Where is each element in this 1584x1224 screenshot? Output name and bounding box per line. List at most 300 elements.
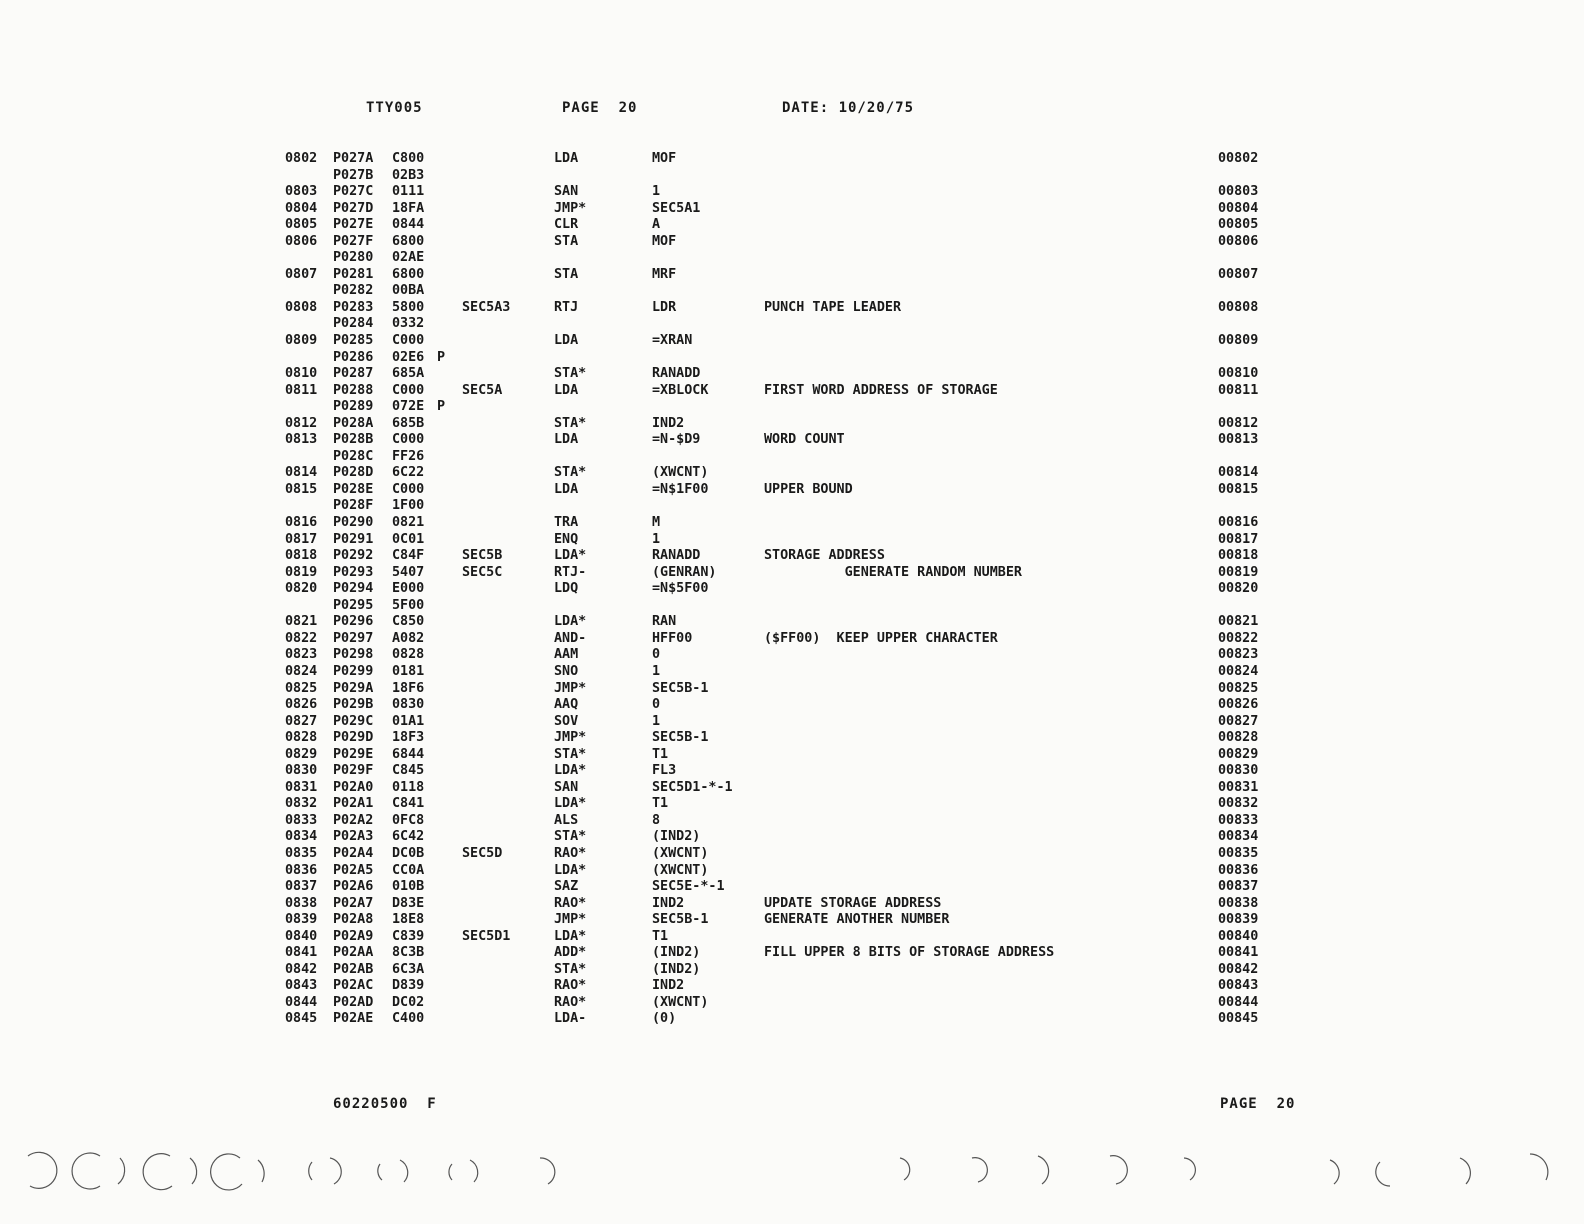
- line-number: 0827: [285, 713, 318, 729]
- operand: =N$1F00: [652, 481, 709, 497]
- operand: IND2: [652, 978, 685, 994]
- comment: FIRST WORD ADDRESS OF STORAGE: [764, 382, 998, 398]
- object-code: C400: [392, 1011, 425, 1027]
- footer-page-number: PAGE 20: [1220, 1096, 1296, 1112]
- address: P02AC: [333, 978, 374, 994]
- listing-row: [0, 316, 1584, 333]
- relocation-flag: P: [437, 399, 446, 415]
- listing-row: [0, 267, 1584, 284]
- listing-row: [0, 498, 1584, 515]
- opcode: STA*: [554, 829, 587, 845]
- sequence-number: 00829: [1218, 746, 1259, 762]
- listing-row: [0, 184, 1584, 201]
- listing-row: [0, 697, 1584, 714]
- line-number: 0831: [285, 779, 318, 795]
- line-number: 0805: [285, 217, 318, 233]
- listing-row: [0, 201, 1584, 218]
- comment: GENERATE ANOTHER NUMBER: [764, 912, 950, 928]
- line-number: 0825: [285, 680, 318, 696]
- address: P02A3: [333, 829, 374, 845]
- opcode: RAO*: [554, 994, 587, 1010]
- listing-row: [0, 763, 1584, 780]
- comment: UPDATE STORAGE ADDRESS: [764, 895, 942, 911]
- label: SEC5D1: [462, 928, 511, 944]
- operand: RANADD: [652, 366, 701, 382]
- line-number: 0818: [285, 548, 318, 564]
- operand: A: [652, 217, 661, 233]
- address: P02A4: [333, 845, 374, 861]
- line-number: 0817: [285, 531, 318, 547]
- line-number: 0839: [285, 912, 318, 928]
- sequence-number: 00802: [1218, 151, 1259, 166]
- comment: STORAGE ADDRESS: [764, 548, 885, 564]
- listing-row: [0, 482, 1584, 499]
- comment: UPPER BOUND: [764, 481, 853, 497]
- sequence-number: 00820: [1218, 581, 1259, 597]
- object-code: 0821: [392, 515, 425, 531]
- address: P02AD: [333, 994, 374, 1010]
- object-code: 6844: [392, 746, 425, 762]
- listing-row: [0, 432, 1584, 449]
- address: P0291: [333, 531, 374, 547]
- object-code: C84F: [392, 548, 425, 564]
- sequence-number: 00843: [1218, 978, 1259, 994]
- operand: SEC5A1: [652, 200, 701, 216]
- label: SEC5A: [462, 382, 503, 398]
- listing-row: [0, 879, 1584, 896]
- address: P029A: [333, 680, 374, 696]
- line-number: 0814: [285, 465, 318, 481]
- program-name: TTY005: [366, 100, 423, 116]
- operand: (IND2): [652, 945, 701, 961]
- object-code: 6C22: [392, 465, 425, 481]
- address: P02AB: [333, 961, 374, 977]
- sequence-number: 00818: [1218, 548, 1259, 564]
- listing-row: [0, 333, 1584, 350]
- address: P02A9: [333, 928, 374, 944]
- address: P02A1: [333, 796, 374, 812]
- sequence-number: 00844: [1218, 994, 1259, 1010]
- address: P02AE: [333, 1011, 374, 1027]
- address: P02A6: [333, 879, 374, 895]
- line-number: 0809: [285, 333, 318, 349]
- listing-row: [0, 598, 1584, 615]
- object-code: 00BA: [392, 283, 425, 299]
- operand: MRF: [652, 266, 677, 282]
- address: P0293: [333, 564, 374, 580]
- opcode: CLR: [554, 217, 579, 233]
- sequence-number: 00832: [1218, 796, 1259, 812]
- object-code: C839: [392, 928, 425, 944]
- sequence-number: 00806: [1218, 233, 1259, 249]
- object-code: 0181: [392, 663, 425, 679]
- listing-row: [0, 532, 1584, 549]
- opcode: LDA*: [554, 763, 587, 779]
- address: P029E: [333, 746, 374, 762]
- opcode: STA*: [554, 961, 587, 977]
- operand: (XWCNT): [652, 845, 709, 861]
- object-code: CC0A: [392, 862, 425, 878]
- listing-row: [0, 664, 1584, 681]
- operand: SEC5E-*-1: [652, 879, 725, 895]
- opcode: SNO: [554, 663, 579, 679]
- line-number: 0802: [285, 151, 318, 166]
- sequence-number: 00810: [1218, 366, 1259, 382]
- address: P0298: [333, 647, 374, 663]
- listing-row: [0, 300, 1584, 317]
- line-number: 0841: [285, 945, 318, 961]
- object-code: 18F3: [392, 730, 425, 746]
- listing-row: [0, 234, 1584, 251]
- sequence-number: 00831: [1218, 779, 1259, 795]
- label: SEC5B: [462, 548, 503, 564]
- operand: =XRAN: [652, 333, 693, 349]
- sequence-number: 00840: [1218, 928, 1259, 944]
- object-code: 0C01: [392, 531, 425, 547]
- operand: (XWCNT): [652, 862, 709, 878]
- opcode: ALS: [554, 812, 579, 828]
- line-number: 0822: [285, 630, 318, 646]
- operand: 1: [652, 531, 661, 547]
- listing-row: [0, 565, 1584, 582]
- address: P028D: [333, 465, 374, 481]
- sequence-number: 00816: [1218, 515, 1259, 531]
- opcode: RAO*: [554, 895, 587, 911]
- comment: FILL UPPER 8 BITS OF STORAGE ADDRESS: [764, 945, 1055, 961]
- operand: 8: [652, 812, 661, 828]
- object-code: A082: [392, 630, 425, 646]
- sequence-number: 00825: [1218, 680, 1259, 696]
- object-code: 0844: [392, 217, 425, 233]
- operand: IND2: [652, 415, 685, 431]
- address: P0297: [333, 630, 374, 646]
- sequence-number: 00812: [1218, 415, 1259, 431]
- operand: T1: [652, 796, 669, 812]
- object-code: 0332: [392, 316, 425, 332]
- label: SEC5D: [462, 845, 503, 861]
- opcode: STA: [554, 233, 579, 249]
- address: P0292: [333, 548, 374, 564]
- address: P0290: [333, 515, 374, 531]
- listing-row: [0, 350, 1584, 367]
- object-code: 01A1: [392, 713, 425, 729]
- listing-row: [0, 416, 1584, 433]
- sequence-number: 00811: [1218, 382, 1259, 398]
- operand: =N-$D9: [652, 432, 701, 448]
- operand: (0): [652, 1011, 677, 1027]
- object-code: 010B: [392, 879, 425, 895]
- operand: LDR: [652, 299, 677, 315]
- object-code: C000: [392, 432, 425, 448]
- address: P028A: [333, 415, 374, 431]
- operand: RANADD: [652, 548, 701, 564]
- comment: GENERATE RANDOM NUMBER: [764, 564, 1022, 580]
- operand: SEC5B-1: [652, 730, 709, 746]
- address: P028C: [333, 448, 374, 464]
- opcode: LDA*: [554, 614, 587, 630]
- operand: 0: [652, 647, 661, 663]
- footer-document-number: 60220500 F: [333, 1096, 437, 1112]
- object-code: DC02: [392, 994, 425, 1010]
- line-number: 0819: [285, 564, 318, 580]
- object-code: 02B3: [392, 167, 425, 183]
- operand: (IND2): [652, 961, 701, 977]
- line-number: 0828: [285, 730, 318, 746]
- object-code: C000: [392, 333, 425, 349]
- sequence-number: 00815: [1218, 481, 1259, 497]
- address: P0295: [333, 597, 374, 613]
- listing-row: [0, 168, 1584, 185]
- address: P0286: [333, 349, 374, 365]
- object-code: E000: [392, 581, 425, 597]
- comment: ($FF00) KEEP UPPER CHARACTER: [764, 630, 998, 646]
- object-code: DC0B: [392, 845, 425, 861]
- opcode: RTJ-: [554, 564, 587, 580]
- opcode: LDA: [554, 333, 579, 349]
- opcode: TRA: [554, 515, 579, 531]
- line-number: 0807: [285, 266, 318, 282]
- object-code: 18E8: [392, 912, 425, 928]
- sequence-number: 00835: [1218, 845, 1259, 861]
- operand: RAN: [652, 614, 677, 630]
- object-code: D83E: [392, 895, 425, 911]
- opcode: RAO*: [554, 845, 587, 861]
- opcode: STA*: [554, 746, 587, 762]
- object-code: D839: [392, 978, 425, 994]
- sequence-number: 00833: [1218, 812, 1259, 828]
- sequence-number: 00838: [1218, 895, 1259, 911]
- listing-row: [0, 283, 1584, 300]
- line-number: 0833: [285, 812, 318, 828]
- opcode: AAQ: [554, 697, 579, 713]
- line-number: 0813: [285, 432, 318, 448]
- line-number: 0816: [285, 515, 318, 531]
- listing-row: [0, 995, 1584, 1012]
- object-code: 0830: [392, 697, 425, 713]
- opcode: LDA*: [554, 928, 587, 944]
- address: P027A: [333, 151, 374, 166]
- label: SEC5A3: [462, 299, 511, 315]
- object-code: 6C42: [392, 829, 425, 845]
- object-code: 6C3A: [392, 961, 425, 977]
- line-number: 0811: [285, 382, 318, 398]
- line-number: 0803: [285, 184, 318, 200]
- object-code: 18FA: [392, 200, 425, 216]
- line-number: 0845: [285, 1011, 318, 1027]
- address: P02A7: [333, 895, 374, 911]
- listing-row: [0, 217, 1584, 234]
- opcode: LDA: [554, 432, 579, 448]
- opcode: AAM: [554, 647, 579, 663]
- operand: 1: [652, 663, 661, 679]
- opcode: JMP*: [554, 200, 587, 216]
- address: P027F: [333, 233, 374, 249]
- address: P027B: [333, 167, 374, 183]
- sequence-number: 00821: [1218, 614, 1259, 630]
- line-number: 0804: [285, 200, 318, 216]
- opcode: SOV: [554, 713, 579, 729]
- listing-row: [0, 929, 1584, 946]
- listing-row: [0, 796, 1584, 813]
- sequence-number: 00809: [1218, 333, 1259, 349]
- line-number: 0810: [285, 366, 318, 382]
- address: P0281: [333, 266, 374, 282]
- line-number: 0836: [285, 862, 318, 878]
- address: P0282: [333, 283, 374, 299]
- comment: PUNCH TAPE LEADER: [764, 299, 902, 315]
- opcode: ADD*: [554, 945, 587, 961]
- opcode: RTJ: [554, 299, 579, 315]
- line-number: 0832: [285, 796, 318, 812]
- sequence-number: 00804: [1218, 200, 1259, 216]
- listing-row: [0, 780, 1584, 797]
- address: P0283: [333, 299, 374, 315]
- sequence-number: 00828: [1218, 730, 1259, 746]
- listing-row: [0, 548, 1584, 565]
- opcode: STA*: [554, 415, 587, 431]
- address: P02A8: [333, 912, 374, 928]
- operand: M: [652, 515, 661, 531]
- sequence-number: 00830: [1218, 763, 1259, 779]
- listing-row: [0, 250, 1584, 267]
- address: P0288: [333, 382, 374, 398]
- object-code: 02AE: [392, 250, 425, 266]
- sequence-number: 00845: [1218, 1011, 1259, 1027]
- line-number: 0829: [285, 746, 318, 762]
- address: P02A0: [333, 779, 374, 795]
- object-code: C000: [392, 382, 425, 398]
- line-number: 0820: [285, 581, 318, 597]
- listing-row: [0, 647, 1584, 664]
- object-code: 0828: [392, 647, 425, 663]
- operand: (XWCNT): [652, 465, 709, 481]
- address: P0280: [333, 250, 374, 266]
- operand: MOF: [652, 233, 677, 249]
- assembly-listing: [0, 151, 1584, 1028]
- opcode: JMP*: [554, 730, 587, 746]
- sequence-number: 00824: [1218, 663, 1259, 679]
- line-number: 0834: [285, 829, 318, 845]
- operand: (IND2): [652, 829, 701, 845]
- header-date: DATE: 10/20/75: [782, 100, 915, 116]
- opcode: LDA: [554, 382, 579, 398]
- address: P029F: [333, 763, 374, 779]
- sequence-number: 00807: [1218, 266, 1259, 282]
- object-code: 0111: [392, 184, 425, 200]
- object-code: 072E: [392, 399, 425, 415]
- object-code: C800: [392, 151, 425, 166]
- line-number: 0821: [285, 614, 318, 630]
- line-number: 0806: [285, 233, 318, 249]
- header-page-number: PAGE 20: [562, 100, 638, 116]
- listing-row: [0, 896, 1584, 913]
- sequence-number: 00819: [1218, 564, 1259, 580]
- sequence-number: 00834: [1218, 829, 1259, 845]
- operand: SEC5D1-*-1: [652, 779, 733, 795]
- listing-row: [0, 714, 1584, 731]
- operand: MOF: [652, 151, 677, 166]
- object-code: C850: [392, 614, 425, 630]
- tractor-feed-holes: [0, 1140, 1584, 1200]
- operand: T1: [652, 746, 669, 762]
- line-number: 0808: [285, 299, 318, 315]
- line-number: 0840: [285, 928, 318, 944]
- object-code: 6800: [392, 233, 425, 249]
- object-code: 02E6: [392, 349, 425, 365]
- line-number: 0844: [285, 994, 318, 1010]
- listing-row: [0, 631, 1584, 648]
- opcode: JMP*: [554, 912, 587, 928]
- sequence-number: 00808: [1218, 299, 1259, 315]
- listing-row: [0, 399, 1584, 416]
- address: P028E: [333, 481, 374, 497]
- sequence-number: 00803: [1218, 184, 1259, 200]
- operand: T1: [652, 928, 669, 944]
- address: P027C: [333, 184, 374, 200]
- operand: SEC5B-1: [652, 912, 709, 928]
- line-number: 0815: [285, 481, 318, 497]
- address: P0287: [333, 366, 374, 382]
- operand: FL3: [652, 763, 677, 779]
- object-code: C841: [392, 796, 425, 812]
- line-number: 0843: [285, 978, 318, 994]
- line-number: 0830: [285, 763, 318, 779]
- line-number: 0824: [285, 663, 318, 679]
- listing-row: [0, 813, 1584, 830]
- listing-row: [0, 614, 1584, 631]
- listing-row: [0, 730, 1584, 747]
- address: P029D: [333, 730, 374, 746]
- line-number: 0838: [285, 895, 318, 911]
- opcode: LDA-: [554, 1011, 587, 1027]
- opcode: RAO*: [554, 978, 587, 994]
- operand: 1: [652, 184, 661, 200]
- sequence-number: 00841: [1218, 945, 1259, 961]
- operand: =N$5F00: [652, 581, 709, 597]
- listing-row: [0, 383, 1584, 400]
- opcode: STA*: [554, 465, 587, 481]
- object-code: 18F6: [392, 680, 425, 696]
- line-number: 0823: [285, 647, 318, 663]
- sequence-number: 00823: [1218, 647, 1259, 663]
- listing-row: [0, 945, 1584, 962]
- address: P029C: [333, 713, 374, 729]
- operand: 1: [652, 713, 661, 729]
- object-code: C845: [392, 763, 425, 779]
- address: P0294: [333, 581, 374, 597]
- operand: HFF00: [652, 630, 693, 646]
- listing-row: [0, 978, 1584, 995]
- relocation-flag: P: [437, 349, 446, 365]
- listing-row: [0, 747, 1584, 764]
- opcode: LDQ: [554, 581, 579, 597]
- sequence-number: 00813: [1218, 432, 1259, 448]
- opcode: SAZ: [554, 879, 579, 895]
- listing-row: [0, 581, 1584, 598]
- object-code: 0118: [392, 779, 425, 795]
- opcode: STA*: [554, 366, 587, 382]
- address: P0284: [333, 316, 374, 332]
- sequence-number: 00837: [1218, 879, 1259, 895]
- address: P0299: [333, 663, 374, 679]
- opcode: STA: [554, 266, 579, 282]
- sequence-number: 00814: [1218, 465, 1259, 481]
- object-code: 5F00: [392, 597, 425, 613]
- opcode: ENQ: [554, 531, 579, 547]
- address: P02A2: [333, 812, 374, 828]
- object-code: 6800: [392, 266, 425, 282]
- address: P029B: [333, 697, 374, 713]
